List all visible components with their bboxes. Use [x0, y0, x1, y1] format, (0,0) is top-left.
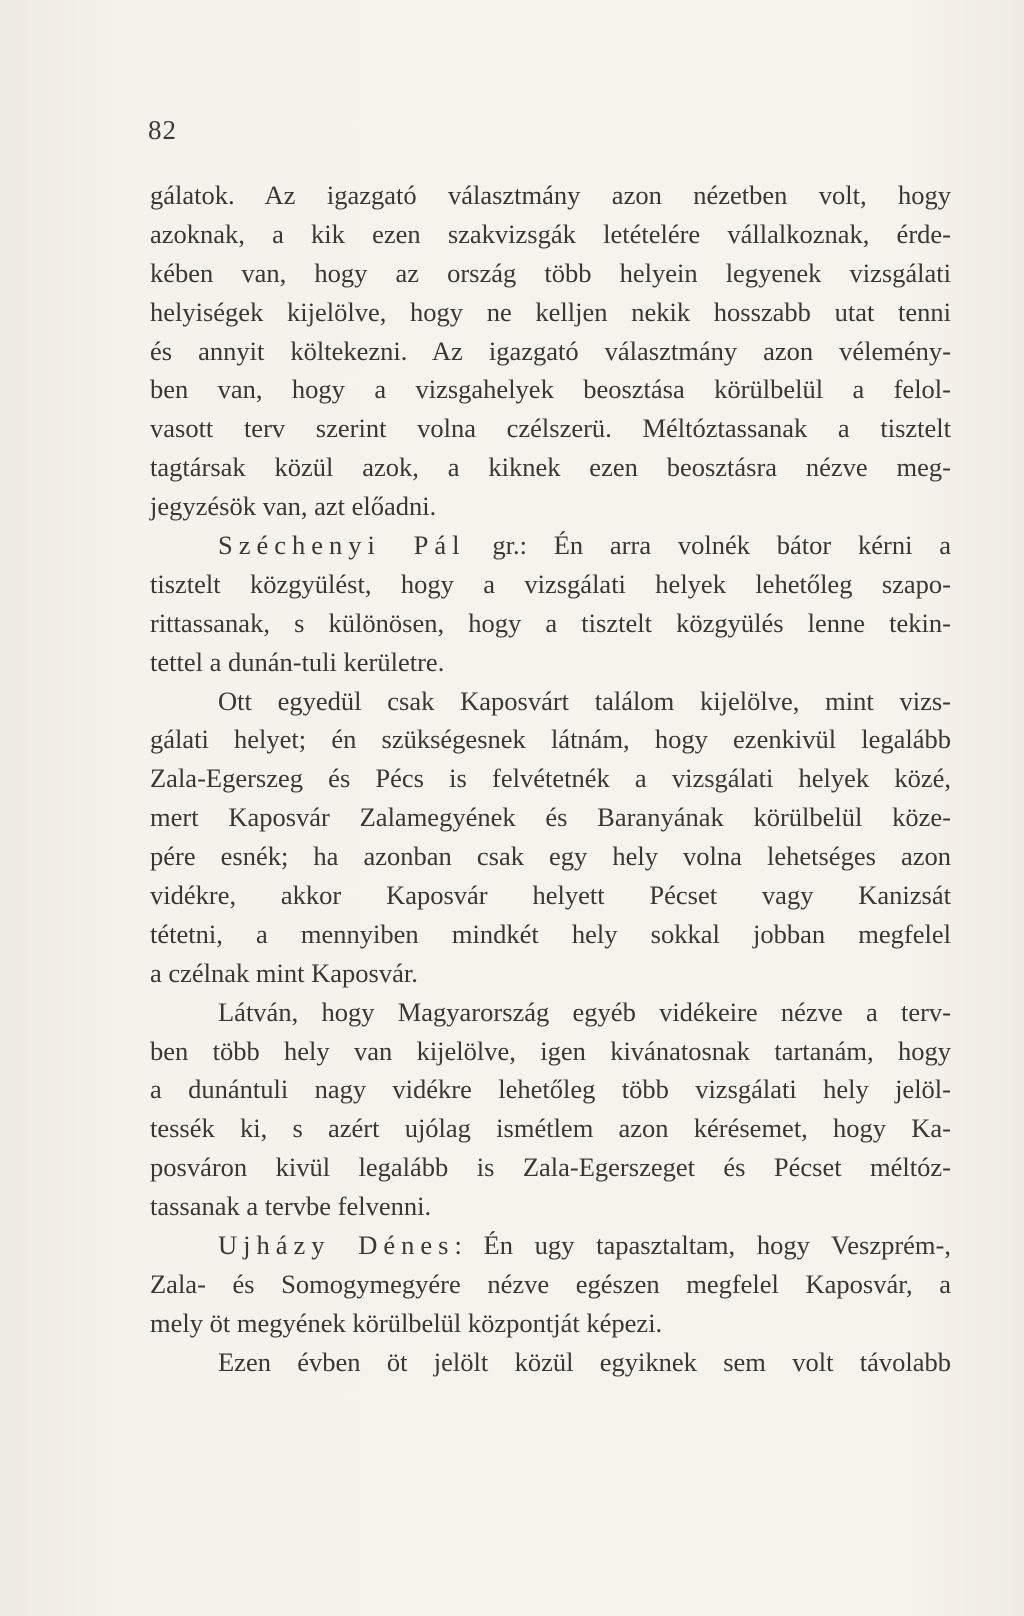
speaker-name: Ujházy Dénes — [218, 1230, 455, 1261]
text-line: mert Kaposvár Zalamegyének és Baranyának körülbelül köze- — [150, 802, 951, 833]
text-line: tessék ki, s azért ujólag ismétlem azon kérésemet, hogy Ka- — [150, 1113, 951, 1144]
text-line: ben több hely van kijelölve, igen kivánatosnak tartanám, hogy — [150, 1035, 951, 1066]
text-line: tagtársak közül azok, a kiknek ezen beosztásra nézve meg- — [150, 452, 951, 483]
text-line: rittassanak, s különösen, hogy a tisztelt közgyülés lenne tekin- — [150, 607, 951, 638]
page-number: 82 — [148, 115, 177, 145]
text-line: tettel a dunán-tuli kerületre. — [150, 646, 445, 677]
text-line: vasott terv szerint volna czélszerü. Méltóztassanak a tisztelt — [150, 413, 951, 444]
text-line: Ott egyedül csak Kaposvárt találom kijelölve, mint vizs- — [218, 685, 951, 716]
speaker-name: Széchenyi Pál — [218, 530, 466, 561]
text-line: mely öt megyének körülbelül központját képezi. — [150, 1307, 663, 1338]
text-line: jegyzésök van, azt előadni. — [150, 491, 437, 522]
text-line: Zala- és Somogymegyére nézve egészen megfelel Kaposvár, a — [150, 1268, 951, 1299]
text-line: kében van, hogy az ország több helyein legyenek vizsgálati — [150, 257, 951, 288]
text-line: tisztelt közgyülést, hogy a vizsgálati helyek lehetőleg szapo- — [150, 568, 951, 599]
text-line: vidékre, akkor Kaposvár helyett Pécset vagy Kanizsát — [150, 880, 951, 911]
text-line: Zala-Egerszeg és Pécs is felvétetnék a vizsgálati helyek közé, — [150, 763, 951, 794]
text-line: gálati helyet; én szükségesnek látnám, hogy ezenkivül legalább — [150, 724, 951, 755]
text-line: ben van, hogy a vizsgahelyek beosztása körülbelül a felol- — [150, 374, 951, 405]
text-line: Látván, hogy Magyarország egyéb vidékeire nézve a terv- — [218, 996, 951, 1027]
body-text — [150, 176, 951, 1382]
text-line: a dunántuli nagy vidékre lehetőleg több vizsgálati hely jelöl- — [150, 1074, 951, 1105]
speaker-remark: gr.: Én arra volnék bátor kérni a — [465, 530, 951, 561]
speaker-remark: : Én ugy tapasztaltam, hogy Veszprém-, — [454, 1230, 951, 1261]
text-line: gálatok. Az igazgató választmány azon nézetben volt, hogy — [150, 180, 951, 210]
text-line: tassanak a tervbe felvenni. — [150, 1191, 432, 1222]
text-line: Ezen évben öt jelölt közül egyiknek sem volt távolabb — [218, 1346, 951, 1377]
text-line: posváron kivül legalább is Zala-Egerszeget és Pécset méltóz- — [150, 1152, 951, 1183]
text-line: a czélnak mint Kaposvár. — [150, 957, 418, 988]
text-line: pére esnék; ha azonban csak egy hely volna lehetséges azon — [150, 841, 951, 872]
text-line: azoknak, a kik ezen szakvizsgák letételére vállalkoznak, érde- — [150, 218, 951, 249]
text-line — [150, 526, 951, 565]
text-line: helyiségek kijelölve, hogy ne kelljen nekik hosszabb utat tenni — [150, 296, 951, 327]
text-line: tétetni, a mennyiben mindkét hely sokkal jobban megfelel — [150, 918, 951, 949]
text-line — [150, 1226, 951, 1265]
text-line: és annyit költekezni. Az igazgató választmány azon vélemény- — [150, 335, 951, 366]
